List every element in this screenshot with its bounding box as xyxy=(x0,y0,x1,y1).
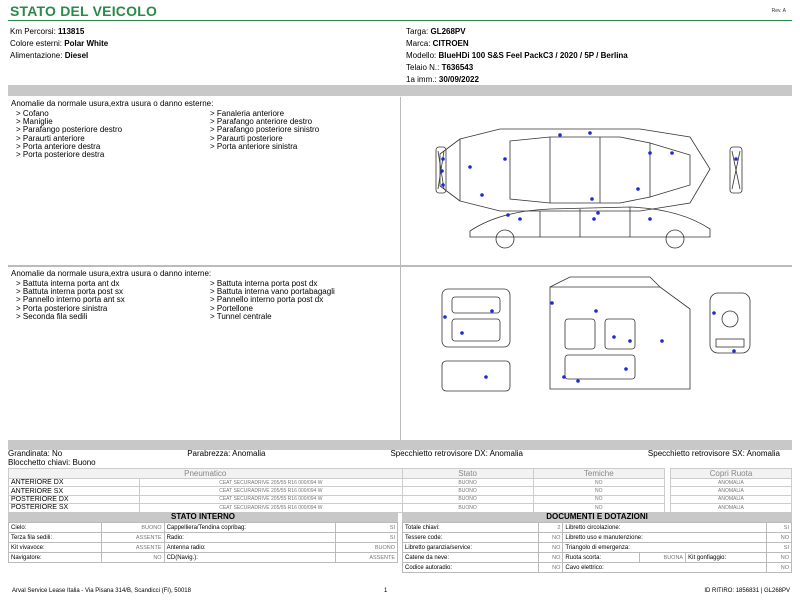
damage-item: > Maniglie xyxy=(16,118,53,127)
damage-marker xyxy=(518,217,522,221)
footer-page-number: 1 xyxy=(384,588,388,594)
damage-item: > Porta anteriore sinistra xyxy=(210,142,298,151)
revision-label: Rev. A xyxy=(771,8,786,14)
damage-marker xyxy=(484,375,488,379)
item-value: NO xyxy=(767,553,792,563)
damage-item: > Pannello interno porta post dx xyxy=(210,296,324,305)
damage-marker xyxy=(712,311,716,315)
damage-marker xyxy=(628,339,632,343)
field-value: T636543 xyxy=(441,63,474,72)
damage-marker xyxy=(648,151,652,155)
damage-marker xyxy=(443,315,447,319)
damage-marker xyxy=(596,211,600,215)
trunk-view xyxy=(442,361,510,391)
damage-marker xyxy=(468,165,472,169)
km-row xyxy=(10,26,390,38)
header-temiche: Temiche xyxy=(533,469,664,479)
section-divider xyxy=(8,265,792,267)
field-value: Diesel xyxy=(64,51,89,60)
damage-item: > Seconda fila sedili xyxy=(16,312,88,321)
item-label: Libretto uso e manutenzione: xyxy=(563,533,767,543)
tyre-model: CEAT SECURADRIVE 205/55 R16 000/094 W xyxy=(140,479,402,487)
tyres-table xyxy=(8,468,792,513)
field-label: Alimentazione: xyxy=(10,51,65,60)
table-row xyxy=(9,543,398,553)
damage-item: > Parafango posteriore destro xyxy=(16,126,123,135)
model-row xyxy=(406,50,796,62)
damage-item: > Portellone xyxy=(210,304,253,313)
color-row xyxy=(10,38,390,50)
damage-item: > Parafango anteriore destro xyxy=(210,118,313,127)
interior-status-title: STATO INTERNO xyxy=(8,512,398,522)
item-label: Libretto circolazione: xyxy=(563,523,767,533)
header-state: Stato xyxy=(402,469,533,479)
hail-status: Grandinata: No xyxy=(8,449,63,458)
tyre-temiche: NO xyxy=(533,495,664,503)
key-lock-status: Blocchetto chiavi: Buono xyxy=(8,457,96,467)
item-label: Antenna radio: xyxy=(164,543,335,553)
header-hubcap: Copri Ruota xyxy=(670,469,791,479)
damage-markers xyxy=(443,301,736,383)
table-row xyxy=(403,543,792,553)
damage-marker xyxy=(506,213,510,217)
damage-marker xyxy=(562,375,566,379)
damage-marker xyxy=(558,133,562,137)
item-value: NO xyxy=(538,553,563,563)
field-label: Colore esterni: xyxy=(10,39,65,48)
page-title: STATO DEL VEICOLO xyxy=(10,3,158,19)
header-tyre: Pneumatico xyxy=(9,469,403,479)
damage-marker xyxy=(503,157,507,161)
damage-item: > Pannello interno porta ant sx xyxy=(16,296,125,305)
item-value: SI xyxy=(767,543,792,553)
internal-damages-list xyxy=(16,280,400,321)
damage-marker xyxy=(612,335,616,339)
item-value: ASSENTE xyxy=(102,543,164,553)
tyre-hubcap: ANOMALIA xyxy=(670,504,791,512)
damage-item: > Porta posteriore destra xyxy=(16,151,105,160)
table-row xyxy=(403,523,792,533)
table-row xyxy=(9,523,398,533)
damage-marker xyxy=(590,197,594,201)
damage-marker xyxy=(594,309,598,313)
damage-item: > Tunnel centrale xyxy=(210,312,272,321)
damage-marker xyxy=(660,339,664,343)
item-label: Libretto garanzia/service: xyxy=(403,543,539,553)
tyre-hubcap: ANOMALIA xyxy=(670,495,791,503)
damage-marker xyxy=(588,131,592,135)
damage-marker xyxy=(440,169,444,173)
tyre-hubcap: ANOMALIA xyxy=(670,487,791,495)
damage-marker xyxy=(592,217,596,221)
damage-marker xyxy=(732,349,736,353)
fuel-row xyxy=(10,50,390,62)
external-damages-panel xyxy=(8,99,400,265)
item-value: BUONA xyxy=(639,553,685,563)
item-value: NO xyxy=(538,563,563,573)
plate-row xyxy=(406,26,796,38)
field-value: 30/09/2022 xyxy=(438,75,479,84)
external-damages-list xyxy=(16,110,400,159)
item-value: BUONO xyxy=(102,523,164,533)
damage-item: > Battuta interna porta ant dx xyxy=(16,280,120,288)
field-label: Modello: xyxy=(406,51,439,60)
damage-item: > Battuta interna porta post dx xyxy=(210,280,318,288)
item-label: CD(Navig.): xyxy=(164,553,335,563)
item-label: Terza fila sedili: xyxy=(9,533,102,543)
interior-status-table xyxy=(8,522,398,563)
tyre-position: POSTERIORE SX xyxy=(9,504,140,512)
field-value: GL268PV xyxy=(430,27,466,36)
damage-marker xyxy=(490,309,494,313)
item-value: SI xyxy=(767,523,792,533)
chassis-row xyxy=(406,62,796,74)
damage-marker xyxy=(441,157,445,161)
item-value: BUONO xyxy=(335,543,397,553)
tyre-state: BUONO xyxy=(402,504,533,512)
damage-item: > Paraurti posteriore xyxy=(210,134,283,143)
brand-row xyxy=(406,38,796,50)
damage-item: > Battuta interna vano portabagagli xyxy=(210,288,335,297)
table-row xyxy=(9,487,792,495)
table-row xyxy=(403,533,792,543)
item-label: Kit gonfiaggio: xyxy=(686,553,767,563)
tyre-state: BUONO xyxy=(402,487,533,495)
tyre-position: POSTERIORE DX xyxy=(9,495,140,503)
documents-title: DOCUMENTI E DOTAZIONI xyxy=(402,512,792,522)
tyre-temiche: NO xyxy=(533,487,664,495)
item-label: Cielo: xyxy=(9,523,102,533)
documents-box xyxy=(402,512,792,573)
interior-car-diagram xyxy=(400,269,792,439)
tyre-model: CEAT SECURADRIVE 205/55 R16 000/094 W xyxy=(140,495,402,503)
tyre-state: BUONO xyxy=(402,479,533,487)
tyre-position: ANTERIORE SX xyxy=(9,487,140,495)
table-row xyxy=(9,504,792,512)
item-label: Tessere code: xyxy=(403,533,539,543)
damage-item: > Battuta interna porta post sx xyxy=(16,288,123,297)
tyre-model: CEAT SECURADRIVE 205/55 R16 000/094 W xyxy=(140,504,402,512)
damage-item: > Paraurti anteriore xyxy=(16,134,85,143)
damage-marker xyxy=(441,183,445,187)
item-label: Kit vivavoce: xyxy=(9,543,102,553)
damage-marker xyxy=(624,367,628,371)
item-value: ASSENTE xyxy=(335,553,397,563)
mirror-dx-status: Specchietto retrovisore DX: Anomalia xyxy=(390,449,523,458)
tyres-header-row xyxy=(9,469,792,479)
item-value: ASSENTE xyxy=(102,533,164,543)
damage-item: > Porta posteriore sinistra xyxy=(16,304,108,313)
section-divider xyxy=(8,85,792,96)
documents-table xyxy=(402,522,792,573)
field-label: Marca: xyxy=(406,39,433,48)
footer-id: ID RITIRO: 1856831 | GL268PV xyxy=(704,588,790,594)
damage-item: > Fanaleria anteriore xyxy=(210,110,285,118)
damage-marker xyxy=(670,151,674,155)
damage-marker xyxy=(636,187,640,191)
internal-damages-panel xyxy=(8,269,400,439)
tyre-position: ANTERIORE DX xyxy=(9,479,140,487)
item-label: Catene da neve: xyxy=(403,553,539,563)
item-label: Navigatore: xyxy=(9,553,102,563)
windshield-status: Parabrezza: Anomalia xyxy=(187,449,266,458)
table-row xyxy=(403,553,792,563)
damage-marker xyxy=(648,217,652,221)
footer-company: Arval Service Lease Italia - Via Pisana 314/B, Scandicci (FI), 50018 xyxy=(12,588,191,594)
item-label: Codice autoradio: xyxy=(403,563,539,573)
table-row xyxy=(9,533,398,543)
item-label: Ruota scorta: xyxy=(563,553,640,563)
vehicle-info-left xyxy=(10,26,390,62)
damage-marker xyxy=(460,331,464,335)
cabin-view xyxy=(550,287,690,389)
damage-marker xyxy=(550,301,554,305)
item-value: NO xyxy=(538,543,563,553)
field-label: 1a imm.: xyxy=(406,75,439,84)
item-value: SI xyxy=(335,523,397,533)
item-label: Totale chiavi: xyxy=(403,523,539,533)
item-value: NO xyxy=(102,553,164,563)
damage-marker xyxy=(734,157,738,161)
internal-damages-title: Anomalie da normale usura,extra usura o danno interne: xyxy=(11,269,212,278)
table-row xyxy=(403,563,792,573)
item-value: SI xyxy=(335,533,397,543)
item-label: Triangolo di emergenza: xyxy=(563,543,767,553)
vehicle-info-right xyxy=(406,26,796,86)
table-row xyxy=(9,495,792,503)
condition-summary xyxy=(8,450,792,467)
tyre-temiche: NO xyxy=(533,504,664,512)
tyre-state: BUONO xyxy=(402,495,533,503)
damage-item: > Cofano xyxy=(16,110,49,118)
table-row xyxy=(9,479,792,487)
side-view-car xyxy=(470,207,710,237)
top-view-car xyxy=(460,129,710,211)
field-label: Targa: xyxy=(406,27,431,36)
interior-status-box xyxy=(8,512,398,563)
field-label: Telaio N.: xyxy=(406,63,442,72)
item-value: NO xyxy=(538,533,563,543)
field-value: Polar White xyxy=(64,39,109,48)
field-value: BlueHDi 100 S&S Feel PackC3 / 2020 / 5P / Berlina xyxy=(438,51,628,60)
damage-item: > Parafango posteriore sinistro xyxy=(210,126,320,135)
damage-marker xyxy=(576,379,580,383)
item-label: Radio: xyxy=(164,533,335,543)
title-underline xyxy=(8,20,792,21)
field-value: CITROEN xyxy=(432,39,469,48)
tyre-model: CEAT SECURADRIVE 205/55 R16 000/094 W xyxy=(140,487,402,495)
item-label: Cavo elettrico: xyxy=(563,563,767,573)
table-row xyxy=(9,553,398,563)
item-label: Cappelliera/Tendina copribag: xyxy=(164,523,335,533)
external-damages-title: Anomalie da normale usura,extra usura o danno esterne: xyxy=(11,99,214,108)
tyre-temiche: NO xyxy=(533,479,664,487)
damage-marker xyxy=(480,193,484,197)
damage-item: > Porta anteriore destra xyxy=(16,142,101,151)
exterior-car-diagram xyxy=(400,99,792,265)
tyre-hubcap: ANOMALIA xyxy=(670,479,791,487)
field-value: 113815 xyxy=(58,27,85,36)
item-value: NO xyxy=(767,533,792,543)
item-value: 2 xyxy=(538,523,563,533)
field-label: Km Percorsi: xyxy=(10,27,59,36)
mirror-sx-status: Specchietto retrovisore SX: Anomalia xyxy=(647,449,780,458)
item-value: NO xyxy=(767,563,792,573)
